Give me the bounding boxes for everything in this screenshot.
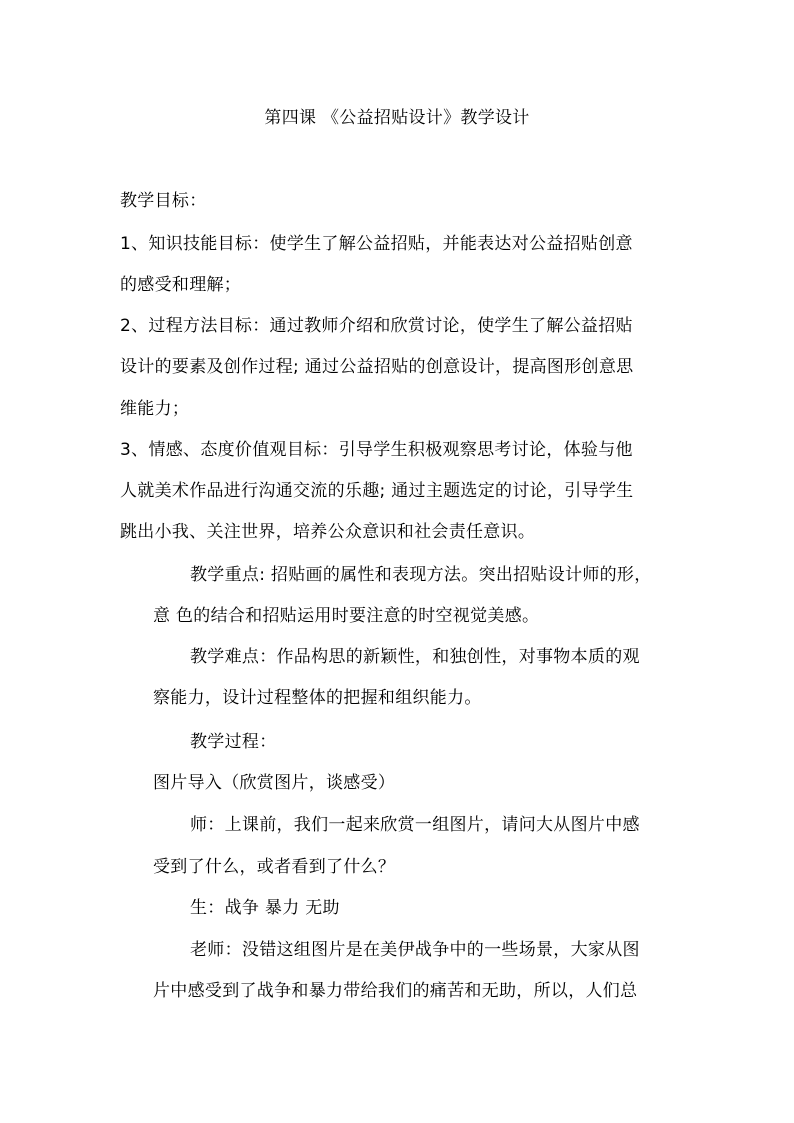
text-line: 设计的要素及创作过程; 通过公益招贴的创意设计，提高图形创意思 — [120, 357, 634, 377]
text-line: 意 色的结合和招贴运用时要注意的时空视觉美感。 — [153, 606, 540, 626]
document-title: 第四课 《公益招贴设计》教学设计 — [264, 108, 530, 128]
text-line: 的感受和理解； — [120, 275, 242, 295]
text-line: 教学难点：作品构思的新颖性，和独创性，对事物本质的观 — [190, 647, 640, 667]
text-line: 生：战争 暴力 无助 — [190, 898, 340, 918]
text-line: 3、情感、态度价值观目标：引导学生积极观察思考讨论，体验与他 — [120, 440, 633, 460]
text-line: 人就美术作品进行沟通交流的乐趣; 通过主题选定的讨论，引导学生 — [120, 481, 634, 501]
text-line: 片中感受到了战争和暴力带给我们的痛苦和无助，所以，人们总 — [153, 981, 638, 1001]
text-line: 维能力； — [120, 399, 190, 419]
text-line: 教学重点: 招贴画的属性和表现方法。突出招贴设计师的形， — [190, 565, 652, 585]
text-line: 1、知识技能目标：使学生了解公益招贴，并能表达对公益招贴创意 — [120, 234, 633, 254]
text-line: 师：上课前，我们一起来欣赏一组图片，请问大从图片中感 — [190, 815, 640, 835]
text-line: 教学目标： — [120, 191, 207, 211]
text-line: 图片导入（欣赏图片，谈感受） — [153, 773, 396, 793]
text-line: 跳出小我、关注世界，培养公众意识和社会责任意识。 — [120, 522, 536, 542]
text-line: 察能力，设计过程整体的把握和组织能力。 — [153, 688, 482, 708]
text-line: 老师：没错这组图片是在美伊战争中的一些场景，大家从图 — [190, 940, 640, 960]
text-line: 2、过程方法目标：通过教师介绍和欣赏讨论，使学生了解公益招贴 — [120, 316, 633, 336]
text-line: 受到了什么，或者看到了什么？ — [153, 857, 396, 877]
text-line: 教学过程： — [190, 732, 277, 752]
